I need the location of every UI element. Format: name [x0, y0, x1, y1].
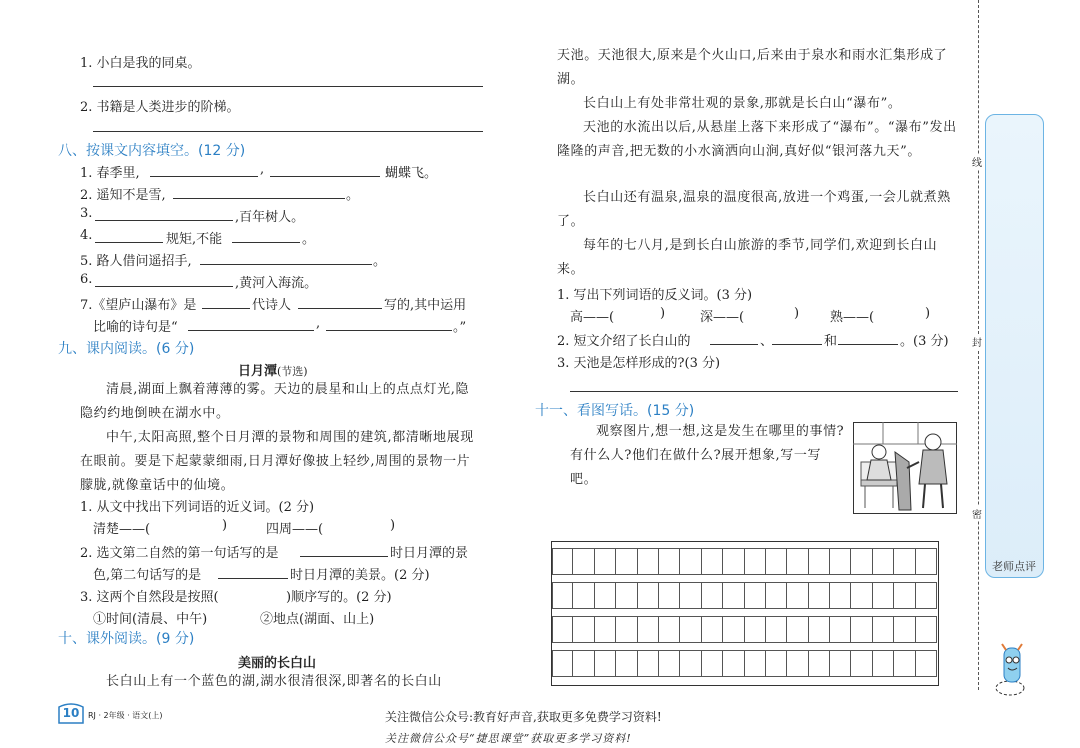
grid-cell[interactable] — [702, 548, 723, 575]
fill-text: 5. 路人借问遥招手, — [80, 254, 192, 269]
illustration — [853, 422, 957, 514]
question-text: 1. 小白是我的同桌。 — [80, 56, 201, 71]
grid-cell[interactable] — [851, 650, 872, 677]
grid-cell[interactable] — [873, 616, 894, 643]
passage-paragraph: 中午,太阳高照,整个日月潭的景物和周围的建筑,都清晰地展现在眼前。要是下起蒙蒙细雨,日月潭好像披上轻纱,周围的景物一片朦胧,就像童话中的仙境。 — [80, 430, 474, 493]
passage-paragraph: 天池的水流出以后,从悬崖上落下来形成了“瀑布”。“瀑布”发出隆隆的声音,把无数的小水滴洒向山涧,真好似“银河落九天”。 — [557, 120, 957, 159]
fill-text: 深——( — [700, 310, 745, 325]
blank[interactable] — [188, 330, 314, 331]
grid-cell[interactable] — [595, 616, 616, 643]
fill-text: 蝴蝶飞。 — [385, 166, 438, 181]
grid-cell[interactable] — [809, 548, 830, 575]
section-10-title: 十、课外阅读。(9 分) — [58, 631, 195, 647]
fill-text: 。 — [302, 232, 316, 247]
fill-text: ) — [660, 306, 666, 321]
fill-text: 规矩,不能 — [166, 232, 223, 247]
passage-title — [238, 360, 308, 379]
grid-cell[interactable] — [659, 548, 680, 575]
answer-line[interactable] — [93, 86, 483, 87]
grid-cell[interactable] — [809, 616, 830, 643]
grid-cell[interactable] — [595, 582, 616, 609]
passage-paragraph: 天池。天池很大,原来是个火山口,后来由于泉水和雨水汇集形成了湖。 — [557, 48, 948, 87]
grid-cell[interactable] — [851, 616, 872, 643]
grid-cell[interactable] — [573, 616, 594, 643]
blank[interactable] — [838, 344, 898, 345]
grid-cell[interactable] — [595, 548, 616, 575]
instruction-text: 观察图片,想一想,这是发生在哪里的事情?有什么人?他们在做什么?展开想象,写一写吧。 — [570, 424, 845, 487]
fill-text: ,黄河入海流。 — [235, 276, 318, 291]
grid-row — [552, 548, 938, 575]
mascot-icon — [988, 640, 1040, 700]
fill-text: ,百年树人。 — [235, 210, 305, 225]
grid-cell[interactable] — [702, 650, 723, 677]
page-number: 10 — [62, 706, 80, 720]
grid-cell[interactable] — [723, 582, 744, 609]
book-info: RJ · 2年级 · 语文(上) — [88, 711, 163, 720]
grid-cell[interactable] — [616, 548, 637, 575]
grid-cell[interactable] — [787, 548, 808, 575]
teacher-comment-box[interactable] — [985, 114, 1044, 578]
grid-cell[interactable] — [552, 548, 573, 575]
fill-text: 高——( — [570, 310, 615, 325]
blank[interactable] — [218, 578, 288, 579]
grid-cell[interactable] — [659, 616, 680, 643]
fill-text: 比喻的诗句是“ — [93, 320, 178, 335]
fill-text: 3. — [80, 206, 93, 221]
grid-cell[interactable] — [723, 616, 744, 643]
option-text: ②地点(湖面、山上) — [260, 612, 375, 627]
fill-text: 和 — [824, 334, 838, 349]
grid-cell[interactable] — [638, 616, 659, 643]
fill-text: 代诗人 — [252, 298, 292, 313]
grid-cell[interactable] — [702, 582, 723, 609]
question-text: 1. 写出下列词语的反义词。(3 分) — [557, 288, 753, 303]
handwritten-note: 关注微信公众号“捷思课堂”获取更多学习资料! — [385, 732, 632, 745]
grid-cell[interactable] — [659, 650, 680, 677]
grid-cell[interactable] — [680, 650, 701, 677]
grid-cell[interactable] — [766, 582, 787, 609]
seal-char: 密 — [972, 506, 982, 521]
grid-cell[interactable] — [894, 616, 915, 643]
question-text: 3. 这两个自然段是按照( — [80, 590, 219, 605]
blank[interactable] — [232, 242, 300, 243]
section-8-title: 八、按课文内容填空。(12 分) — [58, 143, 246, 159]
footer-notice: 关注微信公众号:教育好声音,获取更多免费学习资料! — [385, 710, 662, 724]
grid-cell[interactable] — [916, 616, 937, 643]
fill-text: 4. — [80, 228, 93, 243]
fill-text: 、 — [760, 334, 774, 349]
grid-cell[interactable] — [916, 582, 937, 609]
fill-text: )顺序写的。(2 分) — [286, 590, 392, 605]
question-text: 2. 书籍是人类进步的阶梯。 — [80, 100, 240, 115]
fill-text: 6. — [80, 272, 93, 287]
fill-text: 时日月潭的美景。(2 分) — [290, 568, 430, 583]
fill-text: 。” — [453, 320, 467, 335]
grid-cell[interactable] — [894, 548, 915, 575]
grid-cell[interactable] — [916, 650, 937, 677]
fill-text: ) — [390, 518, 396, 533]
grid-row — [552, 650, 938, 677]
grid-cell[interactable] — [745, 582, 766, 609]
passage-title-text: 日月潭 — [238, 364, 278, 379]
fill-text: 。 — [346, 188, 360, 203]
grid-cell[interactable] — [787, 616, 808, 643]
blank[interactable] — [270, 176, 380, 177]
grid-cell[interactable] — [766, 548, 787, 575]
grid-cell[interactable] — [809, 650, 830, 677]
fill-text: 清楚——( — [93, 522, 151, 537]
grid-cell[interactable] — [851, 582, 872, 609]
grid-cell[interactable] — [745, 650, 766, 677]
grid-row — [552, 616, 938, 643]
question-text: 2. 短文介绍了长白山的 — [557, 334, 691, 349]
grid-cell[interactable] — [638, 582, 659, 609]
grid-cell[interactable] — [873, 650, 894, 677]
grid-cell[interactable] — [616, 616, 637, 643]
answer-line[interactable] — [570, 391, 958, 392]
grid-cell[interactable] — [573, 548, 594, 575]
grid-cell[interactable] — [851, 548, 872, 575]
blank[interactable] — [326, 330, 452, 331]
section-11-title: 十一、看图写话。(15 分) — [535, 403, 695, 419]
grid-cell[interactable] — [894, 582, 915, 609]
fill-text: , — [316, 316, 321, 331]
fill-text: , — [260, 162, 265, 177]
grid-cell[interactable] — [680, 548, 701, 575]
fill-text: ) — [925, 306, 931, 321]
passage-paragraph: 长白山上有处非常壮观的景象,那就是长白山“瀑布”。 — [583, 96, 902, 111]
grid-cell[interactable] — [830, 650, 851, 677]
blank[interactable] — [300, 556, 388, 557]
grid-cell[interactable] — [873, 582, 894, 609]
fill-text: ) — [222, 518, 228, 533]
fill-text: ) — [794, 306, 800, 321]
passage-paragraph: 清晨,湖面上飘着薄薄的雾。天边的晨星和山上的点点灯光,隐隐约约地倒映在湖水中。 — [80, 382, 470, 421]
question-text: 2. 选文第二自然的第一句话写的是 — [80, 546, 279, 561]
grid-cell[interactable] — [745, 548, 766, 575]
grid-cell[interactable] — [766, 650, 787, 677]
fill-text: 。 — [373, 254, 387, 269]
fill-text: 熟——( — [830, 310, 875, 325]
grid-cell[interactable] — [745, 616, 766, 643]
seal-char: 线 — [972, 154, 982, 169]
answer-line[interactable] — [93, 131, 483, 132]
section-9-title: 九、课内阅读。(6 分) — [58, 341, 195, 357]
blank[interactable] — [95, 242, 163, 243]
fill-text: 1. 春季里, — [80, 166, 140, 181]
grid-cell[interactable] — [723, 650, 744, 677]
blank[interactable] — [202, 308, 250, 309]
grid-cell[interactable] — [723, 548, 744, 575]
passage-paragraph: 长白山上有一个蓝色的湖,湖水很清很深,即著名的长白山 — [106, 674, 442, 689]
grid-cell[interactable] — [616, 650, 637, 677]
grid-cell[interactable] — [573, 582, 594, 609]
grid-cell[interactable] — [680, 582, 701, 609]
blank[interactable] — [95, 220, 233, 221]
fill-text: 2. 遥知不是雪, — [80, 188, 166, 203]
grid-cell[interactable] — [916, 548, 937, 575]
fill-text: 色,第二句话写的是 — [93, 568, 202, 583]
grid-cell[interactable] — [787, 650, 808, 677]
grid-cell[interactable] — [809, 582, 830, 609]
grid-cell[interactable] — [766, 616, 787, 643]
grid-cell[interactable] — [894, 650, 915, 677]
grid-cell[interactable] — [702, 616, 723, 643]
fill-text: 时日月潭的景 — [390, 546, 469, 561]
grid-cell[interactable] — [873, 548, 894, 575]
grid-cell[interactable] — [787, 582, 808, 609]
grid-cell[interactable] — [830, 616, 851, 643]
fill-text: 。(3 分) — [900, 334, 949, 349]
passage-paragraph: 长白山还有温泉,温泉的温度很高,放进一个鸡蛋,一会儿就煮熟了。 — [557, 190, 951, 229]
teacher-comment-label: 老师点评 — [992, 560, 1036, 573]
grid-cell[interactable] — [830, 582, 851, 609]
option-text: ①时间(清晨、中午) — [93, 612, 208, 627]
passage-title: 美丽的长白山 — [238, 656, 317, 671]
passage-note: (节选) — [277, 365, 308, 378]
grid-cell[interactable] — [552, 616, 573, 643]
grid-cell[interactable] — [552, 582, 573, 609]
grid-cell[interactable] — [680, 616, 701, 643]
grid-cell[interactable] — [552, 650, 573, 677]
grid-cell[interactable] — [830, 548, 851, 575]
blank[interactable] — [710, 344, 758, 345]
grid-cell[interactable] — [638, 650, 659, 677]
blank[interactable] — [772, 344, 822, 345]
grid-cell[interactable] — [638, 548, 659, 575]
grid-cell[interactable] — [595, 650, 616, 677]
passage-paragraph: 每年的七八月,是到长白山旅游的季节,同学们,欢迎到长白山来。 — [557, 238, 938, 277]
grid-cell[interactable] — [659, 582, 680, 609]
question-text: 3. 天池是怎样形成的?(3 分) — [557, 356, 721, 371]
grid-cell[interactable] — [616, 582, 637, 609]
grid-row — [552, 582, 938, 609]
blank[interactable] — [173, 198, 345, 199]
blank[interactable] — [95, 286, 233, 287]
writing-grid[interactable] — [551, 541, 939, 686]
blank[interactable] — [200, 264, 372, 265]
grid-cell[interactable] — [573, 650, 594, 677]
fill-text: 写的,其中运用 — [384, 298, 467, 313]
blank[interactable] — [298, 308, 382, 309]
blank[interactable] — [150, 176, 258, 177]
fill-text: 7.《望庐山瀑布》是 — [80, 298, 197, 313]
seal-char: 封 — [972, 334, 982, 349]
question-text: 1. 从文中找出下列词语的近义词。(2 分) — [80, 500, 315, 515]
fill-text: 四周——( — [266, 522, 324, 537]
